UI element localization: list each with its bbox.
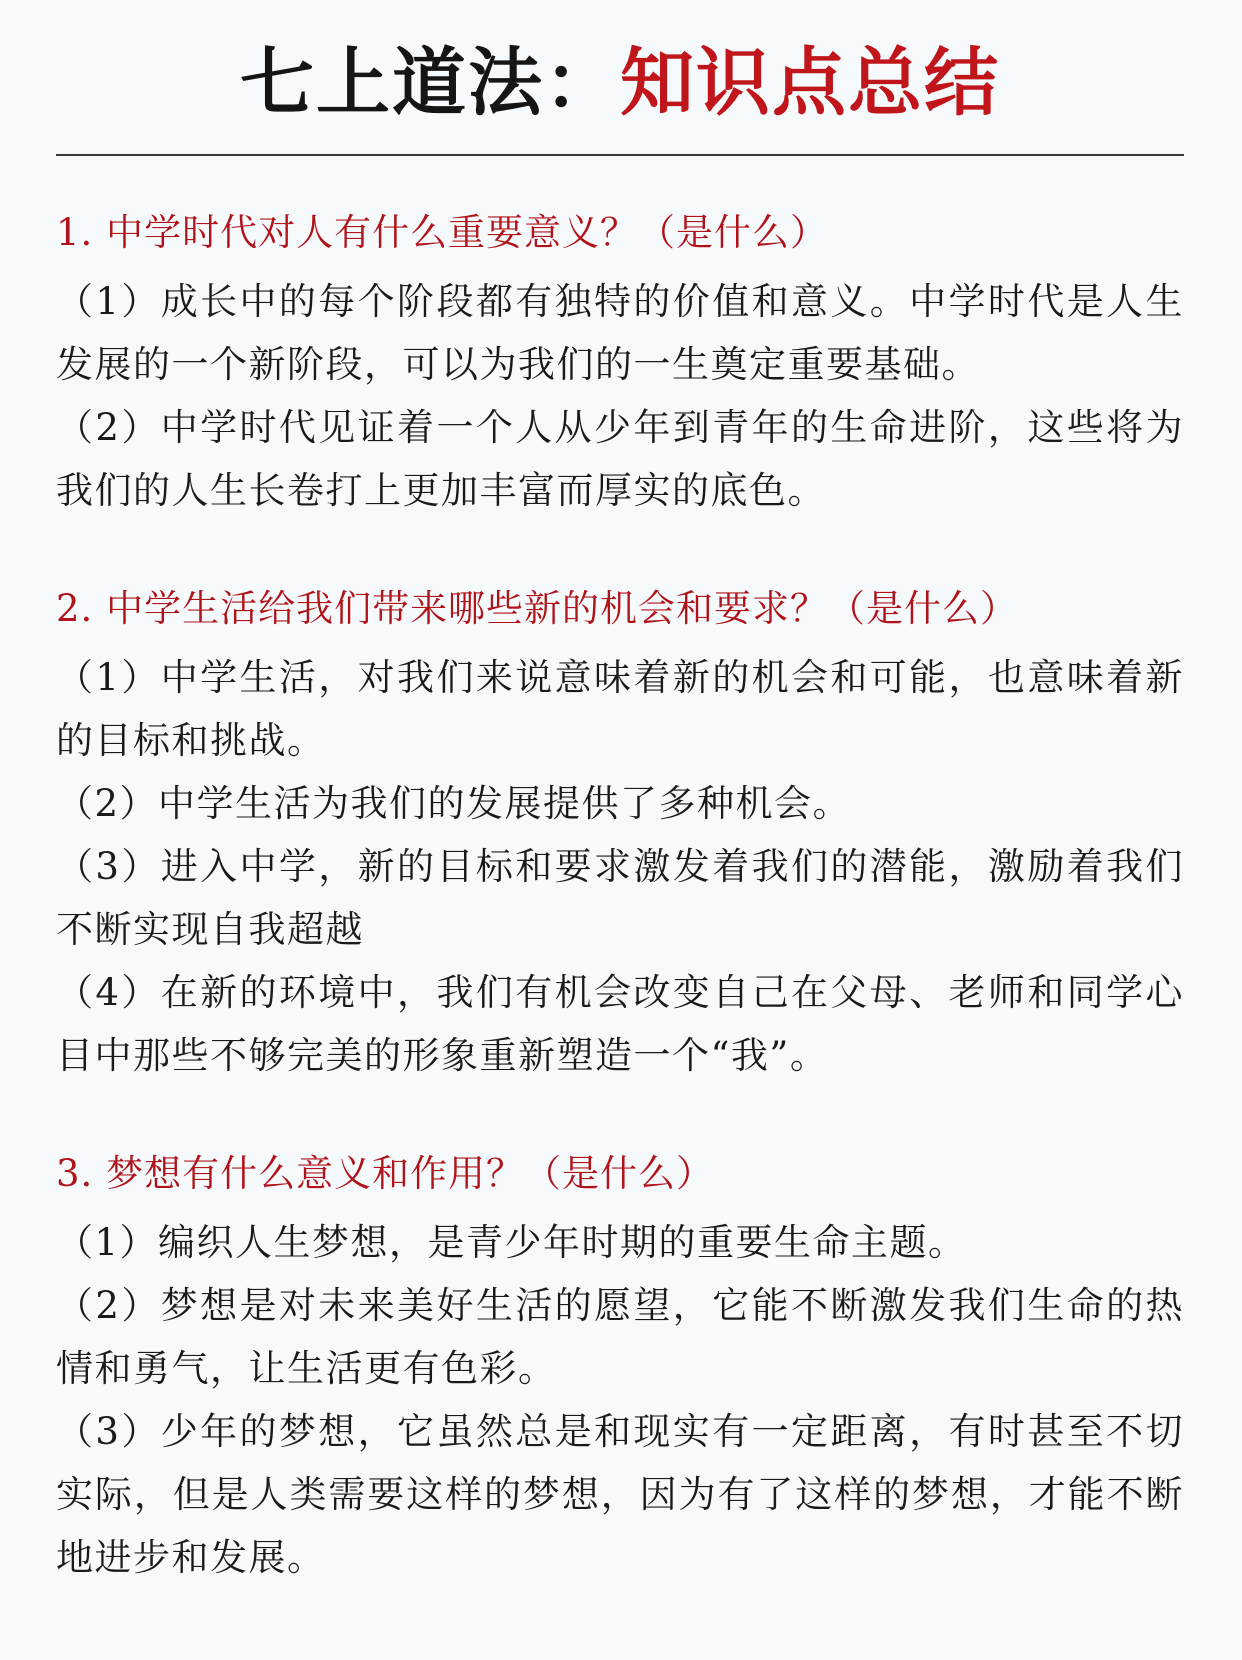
section-1 [56, 208, 1184, 522]
section-3 [56, 1149, 1184, 1589]
page-title [56, 0, 1184, 128]
section-point: （1）成长中的每个阶段都有独特的价值和意义。中学时代是人生发展的一个新阶段，可以为我们的一生奠定重要基础。 [56, 280, 1184, 386]
section-point: （3）进入中学，新的目标和要求激发着我们的潜能，激励着我们不断实现自我超越 [56, 845, 1184, 951]
section-point: （2）梦想是对未来美好生活的愿望，它能不断激发我们生命的热情和勇气，让生活更有色彩。 [56, 1284, 1184, 1390]
title-prefix: 七上道法： [240, 40, 620, 126]
section-point: （2）中学生活为我们的发展提供了多种机会。 [56, 782, 852, 825]
section-question: 1. 中学时代对人有什么重要意义？（是什么） [56, 211, 829, 254]
section-point: （1）中学生活，对我们来说意味着新的机会和可能，也意味着新的目标和挑战。 [56, 656, 1184, 762]
sections-container [56, 156, 1184, 1589]
section-point: （3）少年的梦想，它虽然总是和现实有一定距离，有时甚至不切实际，但是人类需要这样的梦想，因为有了这样的梦想，才能不断地进步和发展。 [56, 1410, 1184, 1579]
section-point: （4）在新的环境中，我们有机会改变自己在父母、老师和同学心目中那些不够完美的形象重新塑造一个“我”。 [56, 971, 1184, 1077]
section-2 [56, 584, 1184, 1087]
section-point: （2）中学时代见证着一个人从少年到青年的生命进阶，这些将为我们的人生长卷打上更加丰富而厚实的底色。 [56, 406, 1184, 512]
title-highlight: 知识点总结 [620, 40, 1000, 126]
section-point: （1）编织人生梦想，是青少年时期的重要生命主题。 [56, 1221, 967, 1264]
section-question: 2. 中学生活给我们带来哪些新的机会和要求？（是什么） [56, 587, 1019, 630]
section-question: 3. 梦想有什么意义和作用？（是什么） [56, 1152, 715, 1195]
